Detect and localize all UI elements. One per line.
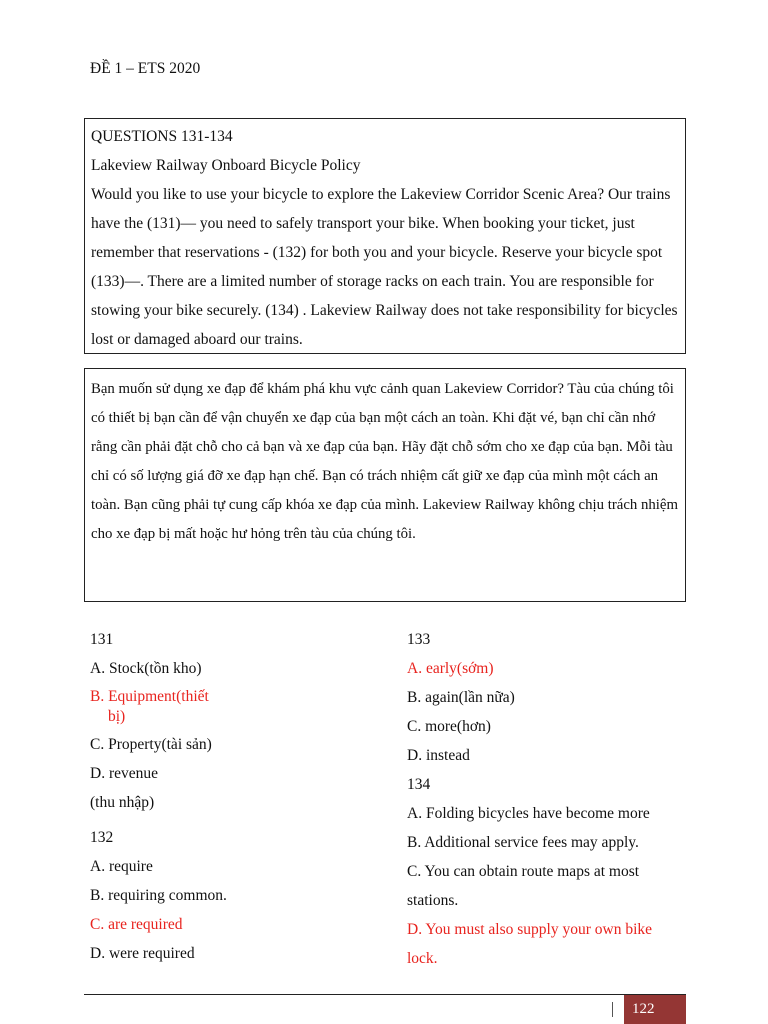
question-134 <box>407 770 697 973</box>
option-c: C. Property(tài sản) <box>90 736 212 753</box>
option-b: B. Additional service fees may apply. <box>407 834 639 851</box>
option-a-correct: A. early(sớm) <box>407 660 494 677</box>
answers-right-column <box>407 625 697 973</box>
option-b: B. requiring common. <box>90 887 227 904</box>
option-d-note: (thu nhập) <box>90 794 155 811</box>
question-131 <box>90 625 390 817</box>
vietnamese-passage-body: Bạn muốn sử dụng xe đạp để khám phá khu vực cảnh quan Lakeview Corridor? Tàu của chúng tôi có thiết bị bạn cần để vận chuyển xe đạp của bạn một cách an toàn. Khi đặt vé, bạn chỉ cần nhớ rằng cần phải đặt chỗ cho cả bạn và xe đạp của bạn. Hãy đặt chỗ sớm cho xe đạp của bạn. Mỗi tàu chỉ có số lượng giá đỡ xe đạp hạn chế. Bạn có trách nhiệm cất giữ xe đạp của mình một cách an toàn. Bạn cũng phải tự cung cấp khóa xe đạp của mình. Lakeview Railway không chịu trách nhiệm cho xe đạp bị mất hoặc hư hỏng trên tàu của chúng tôi. <box>91 381 678 542</box>
option-c-correct: C. are required <box>90 916 183 933</box>
option-b-correct: B. Equipment(thiết <box>90 688 209 705</box>
answers-left-column <box>90 625 390 968</box>
question-number: 132 <box>90 829 114 846</box>
question-133 <box>407 625 697 770</box>
option-b-correct-continued: bị) <box>108 708 126 725</box>
option-c: C. more(hơn) <box>407 718 491 735</box>
option-d: D. were required <box>90 945 195 962</box>
option-b: B. again(lần nữa) <box>407 689 515 706</box>
questions-heading: QUESTIONS 131-134 <box>91 128 233 145</box>
footer-divider <box>84 994 686 995</box>
page-number-separator <box>612 1002 613 1017</box>
question-number: 133 <box>407 631 431 648</box>
option-a: A. Folding bicycles have become more <box>407 805 650 822</box>
option-c: C. You can obtain route maps at most <box>407 863 640 880</box>
option-a: A. require <box>90 858 153 875</box>
option-d-correct: D. You must also supply your own bike <box>407 921 653 938</box>
passage-title: Lakeview Railway Onboard Bicycle Policy <box>91 157 361 174</box>
option-d-correct-continued: lock. <box>407 950 438 967</box>
english-passage-body: Would you like to use your bicycle to explore the Lakeview Corridor Scenic Area? Our trains have the (131)— you need to safely transport your bike. When booking your ticket, just remember that reservations - (132) for both you and your bicycle. Reserve your bicycle spot (133)—. There are a limited number of storage racks on each train. You are responsible for stowing your bike securely. (134) . Lakeview Railway does not take responsibility for bicycles lost or damaged aboard our trains. <box>91 186 678 348</box>
option-c-continued: stations. <box>407 892 459 909</box>
page-number-badge: 122 <box>624 995 686 1024</box>
option-a: A. Stock(tồn kho) <box>90 660 202 677</box>
question-number: 131 <box>90 631 114 648</box>
english-passage-box <box>84 118 686 354</box>
vietnamese-translation-box <box>84 368 686 602</box>
option-d: D. revenue <box>90 765 158 782</box>
question-number: 134 <box>407 776 431 793</box>
option-d: D. instead <box>407 747 470 764</box>
question-132 <box>90 823 390 968</box>
document-header: ĐỀ 1 – ETS 2020 <box>90 60 201 77</box>
